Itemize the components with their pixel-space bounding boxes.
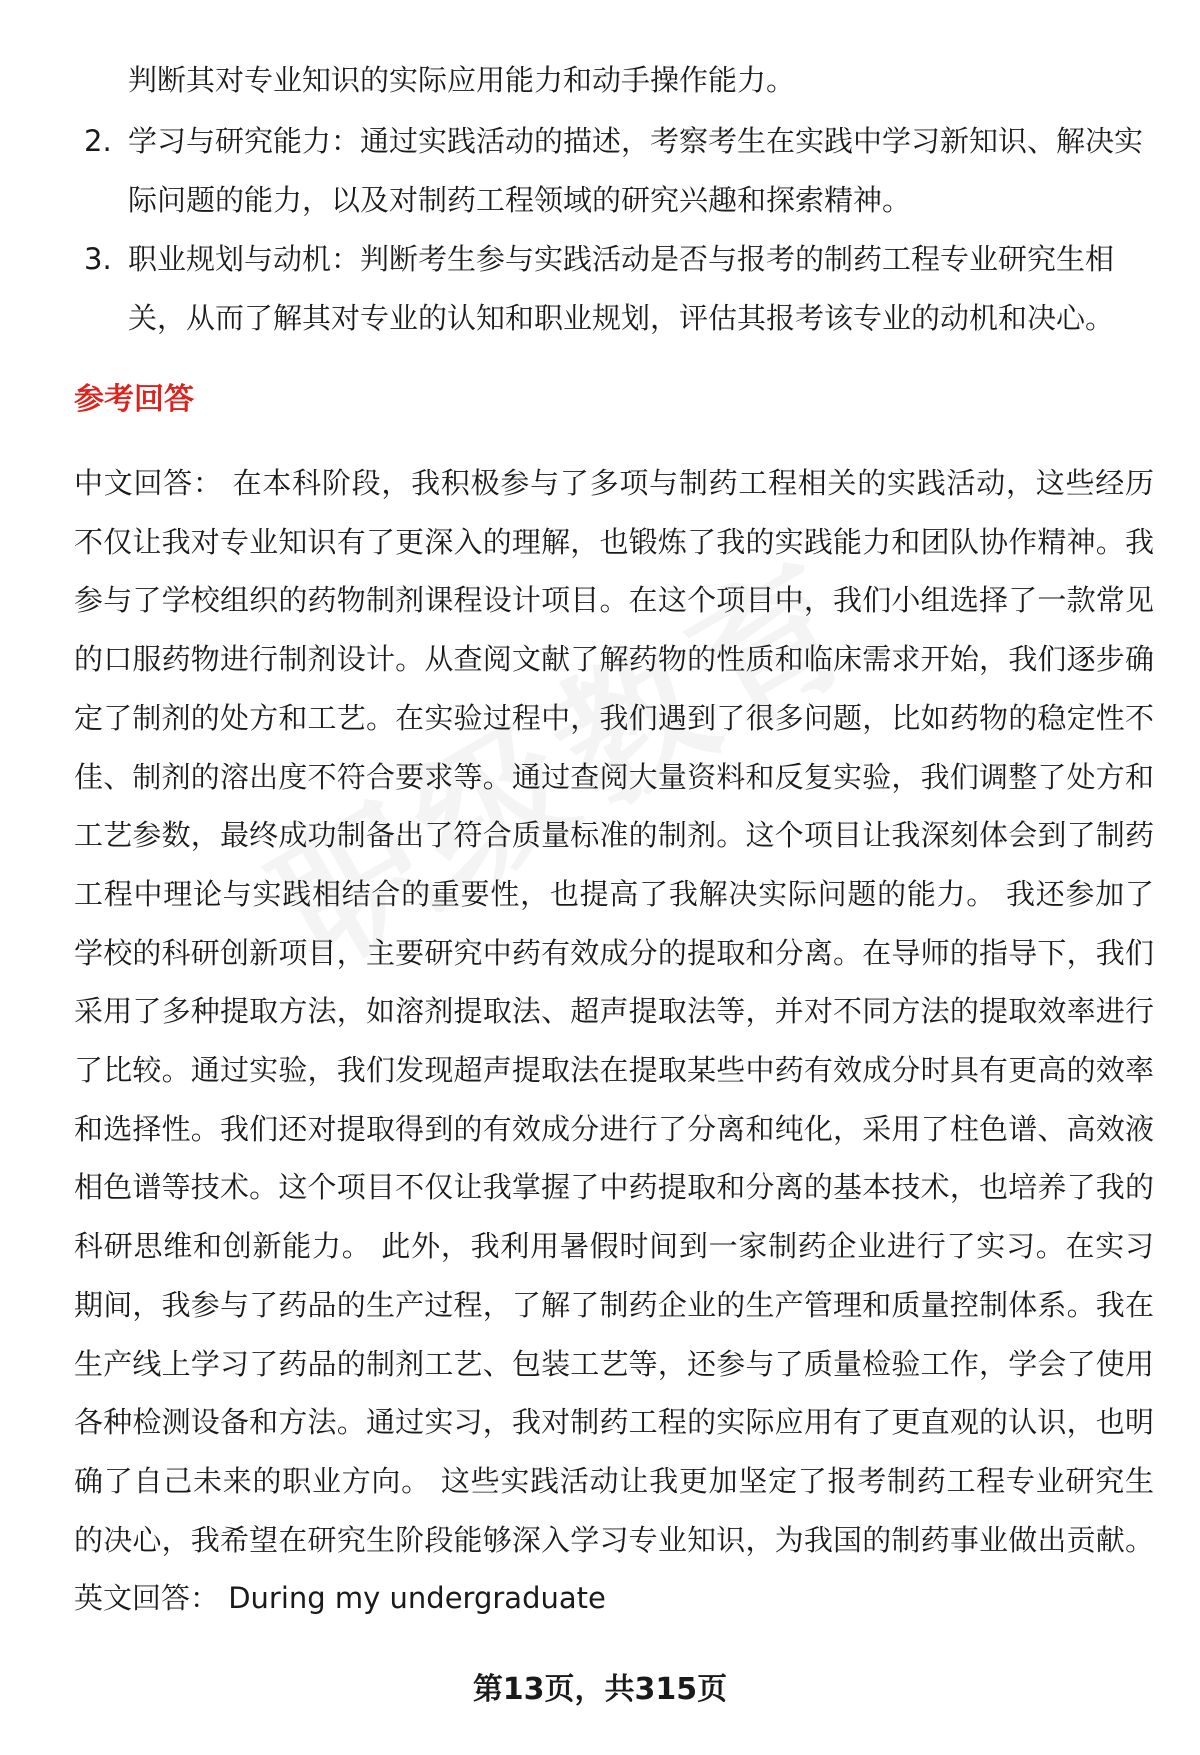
list-item-number: 2. [84, 124, 112, 158]
list-item-continuation: 判断其对专业知识的实际应用能力和动手操作能力。 [128, 63, 796, 97]
list-item [0, 230, 1148, 348]
list-item-text: 学习与研究能力：通过实践活动的描述，考察考生在实践中学习新知识、解决实际问题的能力，以及对制药工程领域的研究兴趣和探索精神。 [128, 124, 1144, 217]
list-item-text: 职业规划与动机：判断考生参与实践活动是否与报考的制药工程专业研究生相关，从而了解其对专业的认知和职业规划，评估其报考该专业的动机和决心。 [128, 242, 1115, 335]
section-title: 参考回答 [74, 382, 194, 417]
page-number-footer: 第13页，共315页 [472, 1672, 728, 1707]
list-item-number: 3. [84, 242, 112, 276]
answer-paragraph: 中文回答： 在本科阶段，我积极参与了多项与制药工程相关的实践活动，这些经历不仅让我对专业知识有了更深入的理解，也锻炼了我的实践能力和团队协作精神。我参与了学校组织的药物制剂课程设计项目。在这个项目中，我们小组选择了一款常见的口服药物进行制剂设计。从查阅文献了解药物的性质和临床需求开始，我们逐步确定了制剂的处方和工艺。在实验过程中，我们遇到了很多问题，比如药物的稳定性不佳、制剂的溶出度不符合要求等。通过查阅大量资料和反复实验，我们调整了处方和工艺参数，最终成功制备出了符合质量标准的制剂。这个项目让我深刻体会到了制药工程中理论与实践相结合的重要性，也提高了我解决实际问题的能力。 我还参加了学校的科研创新项目，主要研究中药有效成分的提取和分离。在导师的指导下，我们采用了多种提取方法，如溶剂提取法、超声提取法等，并对不同方法的提取效率进行了比较。通过实验，我们发现超声提取法在提取某些中药有效成分时具有更高的效率和选择性。我们还对提取得到的有效成分进行了分离和纯化，采用了柱色谱、高效液相色谱等技术。这个项目不仅让我掌握了中药提取和分离的基本技术，也培养了我的科研思维和创新能力。 此外，我利用暑假时间到一家制药企业进行了实习。在实习期间，我参与了药品的生产过程，了解了制药企业的生产管理和质量控制体系。我在生产线上学习了药品的制剂工艺、包装工艺等，还参与了质量检验工作，学会了使用各种检测设备和方法。通过实习，我对制药工程的实际应用有了更直观的认识，也明确了自己未来的职业方向。 这些实践活动让我更加坚定了报考制药工程专业研究生的决心，我希望在研究生阶段能够深入学习专业知识，为我国的制药事业做出贡献。 英文回答： During my undergraduate [74, 466, 1154, 1616]
criteria-list [0, 112, 1200, 348]
list-item [0, 112, 1148, 230]
